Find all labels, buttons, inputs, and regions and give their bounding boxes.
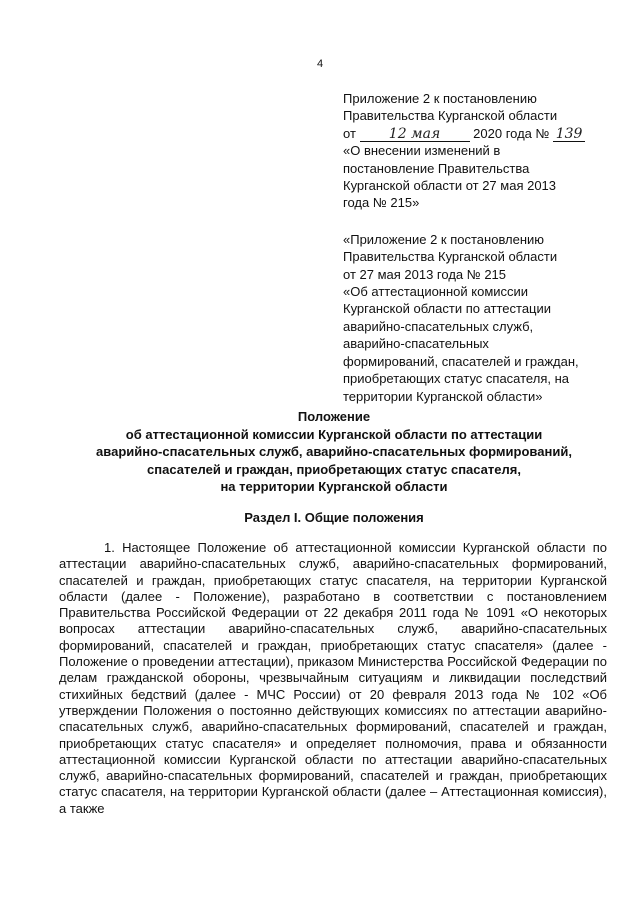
appendix-line-4: «О внесении изменений в [343,143,501,159]
appendix-line-2: Правительства Курганской области [343,108,558,124]
title-line: об аттестационной комиссии Курганской области по аттестации [125,426,543,442]
original-appendix-line: формирований, спасателей и граждан, [343,353,579,369]
title-line: Положение [297,409,371,424]
original-appendix-line: «Приложение 2 к постановлению [343,231,545,247]
title-line: аварийно-спасательных служб, аварийно-спасательных формирований, [96,444,572,460]
appendix-line-7: года № 215» [343,195,420,211]
original-appendix-line: приобретающих статус спасателя, на [343,371,569,387]
date-prefix: от [343,125,356,141]
original-appendix-line: Курганской области по аттестации [343,301,552,317]
page-number: 4 [316,58,324,70]
title-line: на территории Курганской области [220,479,448,495]
original-appendix-line: от 27 мая 2013 года № 215 [343,266,507,282]
original-appendix-line: Правительства Курганской области [343,249,558,265]
handwritten-date-field [360,127,470,142]
original-appendix-line: аварийно-спасательных служб, [343,318,534,334]
handwritten-number-field [553,127,585,142]
appendix-line-6: Курганской области от 27 мая 2013 [343,178,557,194]
date-suffix: 2020 года № [473,125,550,141]
body-paragraph: 1. Настоящее Положение об аттестационной комиссии Курганской области по аттестации аварийно-спасательных служб, аварийно-спасательных формирований, спасателей и граждан, приобретающих статус спасателя, на территории Курганской области (далее - Положение), разработано в соответствии с постановлением Правительства Российской Федерации от 22 декабря 2011 года № 1091 «О некоторых вопросах аттестации аварийно-спасательных служб, аварийно-спасательных формирований, спасателей и граждан, приобретающих статус спасателя» (далее - Положение о проведении аттестации), приказом Министерства Российской Федерации по делам гражданской обороны, чрезвычайным ситуациям и ликвидации последствий стихийных бедствий (далее - МЧС России) от 20 февраля 2013 года № 102 «Об утверждении Положения о постоянно действующих комиссиях по аттестации аварийно-спасательных служб, аварийно-спасательных формирований, спасателей и граждан, приобретающих статус спасателя» и определяет полномочия, права и обязанности аттестационной комиссии Курганской области по аттестации аварийно-спасательных служб, аварийно-спасательных формирований, спасателей и граждан, приобретающих статус спасателя, на территории Курганской области (далее – Аттестационная комиссия), а также [59,540,607,816]
title-line: спасателей и граждан, приобретающих статус спасателя, [147,461,521,477]
original-appendix-line: «Об аттестационной комиссии [343,284,529,300]
original-appendix-line: аварийно-спасательных [343,336,489,352]
appendix-date-line [343,125,593,142]
section-heading: Раздел I. Общие положения [244,510,424,525]
original-appendix-line: территории Курганской области» [343,388,543,404]
document-title [58,408,610,496]
handwritten-date: 12 мая [388,125,441,142]
appendix-block [343,90,593,405]
handwritten-number: 139 [555,125,583,142]
appendix-line-5: постановление Правительства [343,160,530,176]
appendix-line-1: Приложение 2 к постановлению [343,91,537,106]
